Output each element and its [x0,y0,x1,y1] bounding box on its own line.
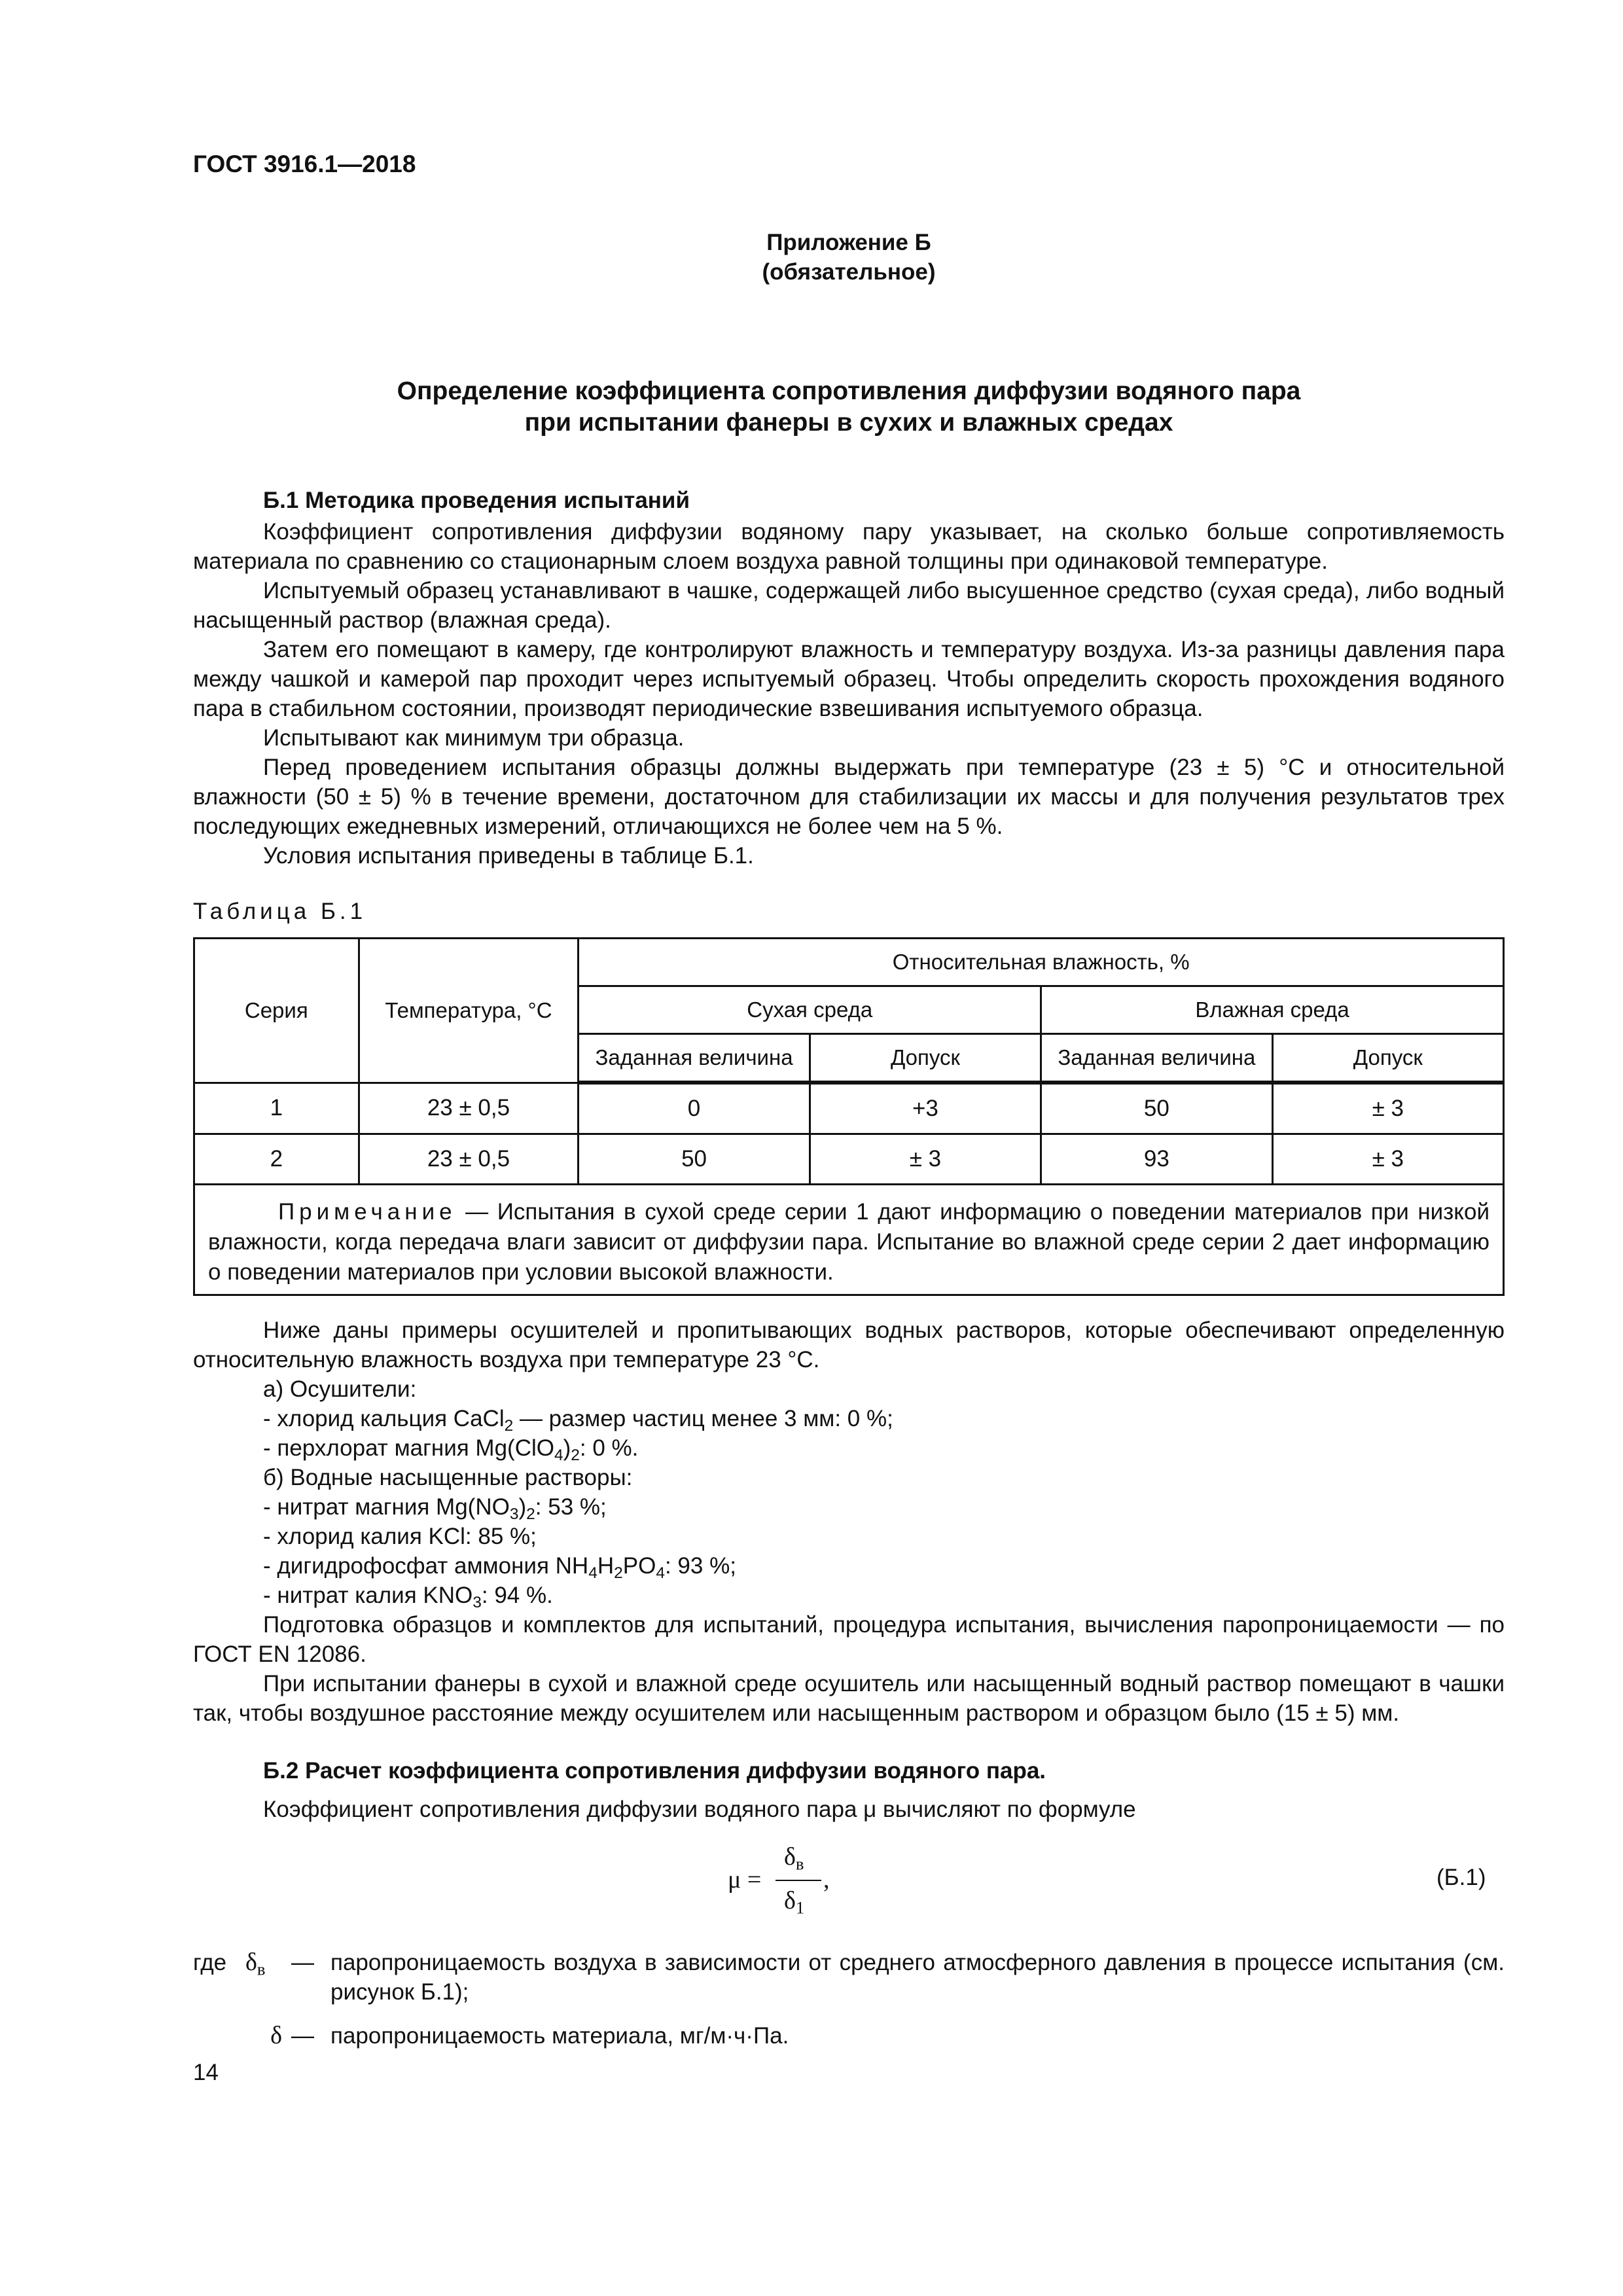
where-block [193,1948,1505,2051]
paragraph: При испытании фанеры в сухой и влажной среде осушитель или насыщенный водный раствор помещают в чашки так, чтобы воздушное расстояние между осушителем или насыщенным раствором и образцом было (15 ± 5) мм. [193,1671,1505,1726]
paragraph: Условия испытания приведены в таблице Б.1. [263,843,754,869]
list-item: - хлорид калия KCl: 85 %; [263,1524,537,1549]
table-row [194,1134,1504,1185]
table-cell: 23 ± 0,5 [359,1083,579,1134]
list-heading: а) Осушители: [263,1376,417,1402]
header-series: Серия [194,939,359,1083]
table-cell: 2 [194,1134,359,1185]
table-cell: 50 [1041,1083,1272,1134]
appendix-title: Приложение Б [766,230,931,255]
header-wet: Влажная среда [1041,986,1504,1034]
table-caption: Таблица Б.1 [193,899,367,924]
formula-denominator: $\delta_1$ [784,1887,805,1918]
table-cell: 0 [579,1083,810,1134]
list-item: - нитрат калия $KNO_3$: 94 %. [263,1583,553,1611]
paragraph: Ниже даны примеры осушителей и пропитывающих водных растворов, которые обеспечивают определенную относительную влажность воздуха при температуре 23 °С. [193,1318,1505,1372]
appendix-heading-line-1: Определение коэффициента сопротивления диффузии водяного пара [397,377,1301,405]
where-dash: — [291,1950,314,1975]
paragraph: Испытуемый образец устанавливают в чашке, содержащей либо высушенное средство (сухая среда), либо водный насыщенный раствор (влажная среда). [193,578,1505,633]
section-heading-b2: Б.2 Расчет коэффициента сопротивления диффузии водяного пара. [263,1758,1046,1784]
section-b1-body [193,517,1505,870]
section-heading-b1: Б.1 Методика проведения испытаний [263,488,690,513]
where-word: где [193,1950,227,1975]
page-number: 14 [193,2060,219,2085]
note-text: — Испытания в сухой среде серии 1 дают информацию о поведении материалов при низкой влажности, когда передача влаги зависит от диффузии пара. Испытание во влажной среде серии 2 дает информацию о поведении материалов при условии высокой влажности. [208,1199,1489,1285]
where-item [193,2007,1505,2051]
where-symbol: $\delta_в$ [245,1948,266,1979]
table-cell: +3 [810,1083,1041,1134]
header-wet-set-value: Заданная величина [1041,1034,1272,1083]
formula-number: (Б.1) [1436,1865,1486,1890]
appendix-status: (обязательное) [762,259,936,285]
table-note [194,1185,1504,1295]
list-item: - нитрат магния $Mg(NO_3)_2$: 53 %; [263,1494,607,1523]
list-heading: б) Водные насыщенные растворы: [263,1465,633,1490]
table-cell: 1 [194,1083,359,1134]
after-table-body [193,1316,1505,1728]
where-dash: — [291,2023,314,2049]
appendix-heading-line-2: при испытании фанеры в сухих и влажных средах [524,408,1173,437]
where-item [193,1948,1505,2007]
table-cell: ± 3 [810,1134,1041,1185]
header-dry: Сухая среда [579,986,1041,1034]
table-cell: ± 3 [1272,1134,1503,1185]
header-wet-tolerance: Допуск [1272,1034,1503,1083]
table-cell: 23 ± 0,5 [359,1134,579,1185]
paragraph: Затем его помещают в камеру, где контролируют влажность и температуру воздуха. Из-за разницы давления пара между чашкой и камерой пар проходит через испытуемый образец. Чтобы определить скорость прохождения водяного пара в стабильном состоянии, производят периодические взвешивания испытуемого образца. [193,637,1505,721]
paragraph: Коэффициент сопротивления диффузии водяному пару указывает, на сколько больше сопротивляемость материала по сравнению со стационарным слоем воздуха равной толщины при одинаковой температуре. [193,519,1505,574]
paragraph: Испытывают как минимум три образца. [263,725,685,751]
table-row [194,1083,1504,1134]
where-text: паропроницаемость воздуха в зависимости от среднего атмосферного давления в процессе испытания (см. рисунок Б.1); [330,1950,1505,2005]
table-cell: 93 [1041,1134,1272,1185]
list-item: - перхлорат магния $Mg(ClO_4)_2$: 0 %. [263,1435,639,1464]
document-id: ГОСТ 3916.1—2018 [193,151,416,177]
header-humidity: Относительная влажность, % [579,939,1504,986]
paragraph: Подготовка образцов и комплектов для испытаний, процедура испытания, вычисления паропроницаемости — по ГОСТ EN 12086. [193,1612,1505,1667]
where-text: паропроницаемость материала, мг/м·ч·Па. [330,2023,789,2049]
list-item: - дигидрофосфат аммония $NH_4H_2PO_4$: 93 %; [263,1553,736,1582]
conditions-table [193,937,1505,1296]
header-dry-tolerance: Допуск [810,1034,1041,1083]
list-item: - хлорид кальция CaCl$_2$ — размер частиц менее 3 мм: 0 %; [263,1406,893,1435]
paragraph: Перед проведением испытания образцы должны выдержать при температуре (23 ± 5) °С и относительной влажности (50 ± 5) % в течение времени, достаточном для стабилизации их массы и для получения результатов трех последующих ежедневных измерений, отличающихся не более чем на 5 %. [193,755,1505,839]
table-cell: ± 3 [1272,1083,1503,1134]
formula-lhs: μ = [728,1866,762,1893]
formula-numerator: $\delta_в$ [784,1843,804,1874]
examples-list [193,1374,1505,1610]
where-symbol: δ [270,2022,282,2049]
note-lead: Примечание [278,1199,457,1225]
header-dry-set-value: Заданная величина [579,1034,810,1083]
formula-comma: , [823,1866,830,1893]
section-b2-intro: Коэффициент сопротивления диффузии водяного пара μ вычисляют по формуле [263,1797,1136,1822]
header-temperature: Температура, °С [359,939,579,1083]
fraction-line [776,1880,821,1881]
table-cell: 50 [579,1134,810,1185]
